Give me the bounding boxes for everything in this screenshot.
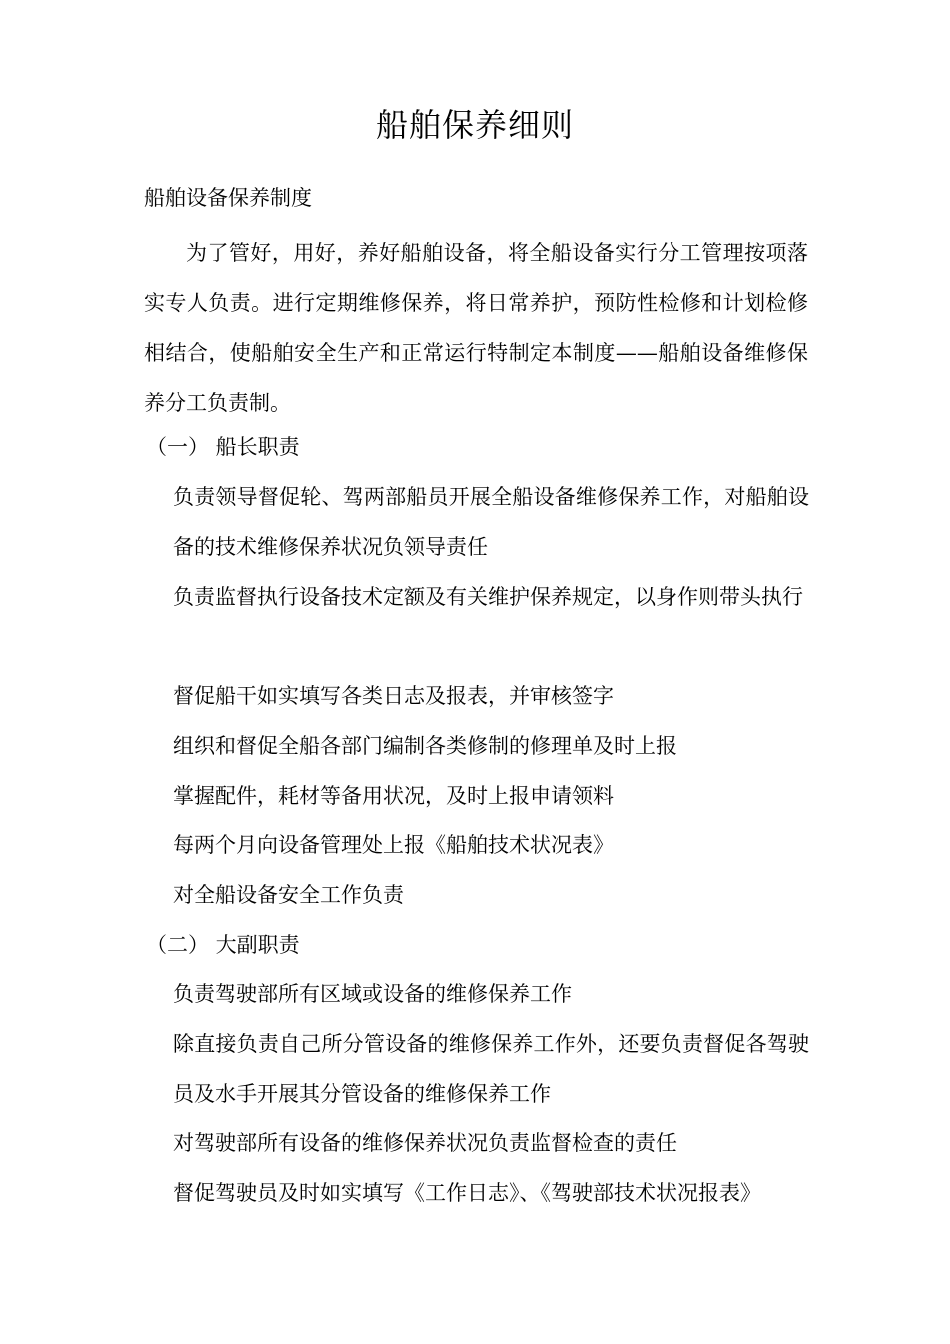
captain-duties-heading: （一） 船长职责	[146, 435, 300, 459]
captain-duty-item: 每两个月向设备管理处上报《船舶技术状况表》	[173, 833, 614, 857]
chief-mate-duty-item: 对驾驶部所有设备的维修保养状况负责监督检查的责任	[173, 1131, 677, 1155]
captain-duty-item: 对全船设备安全工作负责	[173, 883, 404, 907]
captain-duty-item: 掌握配件，耗材等备用状况，及时上报申请领料	[173, 784, 614, 808]
chief-mate-duties-heading: （二） 大副职责	[146, 933, 300, 957]
captain-duty-item: 组织和督促全船各部门编制各类修制的修理单及时上报	[173, 734, 677, 758]
document-title: 船舶保养细则	[375, 106, 574, 144]
chief-mate-duty-item: 负责驾驶部所有区域或设备的维修保养工作	[173, 982, 572, 1006]
section-heading: 船舶设备保养制度	[144, 186, 312, 210]
chief-mate-duty-item: 督促驾驶员及时如实填写《工作日志》、《驾驶部技术状况报表》	[173, 1181, 761, 1205]
captain-duty-item: 负责监督执行设备技术定额及有关维护保养规定，以身作则带头执行	[173, 585, 803, 609]
intro-paragraph: 为了管好，用好，养好船舶设备，将全船设备实行分工管理按项落实专人负责。进行定期维修保养，将日常养护，预防性检修和计划检修相结合，使船舶安全生产和正常运行特制定本制度——船舶设备维修保养分工负责制。	[144, 241, 808, 415]
captain-duty-item: 负责领导督促轮、驾两部船员开展全船设备维修保养工作，对船舶设备的技术维修保养状况负领导责任	[173, 485, 809, 559]
captain-duty-item: 督促船干如实填写各类日志及报表，并审核签字	[173, 684, 614, 708]
chief-mate-duty-item: 除直接负责自己所分管设备的维修保养工作外，还要负责督促各驾驶员及水手开展其分管设备的维修保养工作	[173, 1032, 809, 1106]
